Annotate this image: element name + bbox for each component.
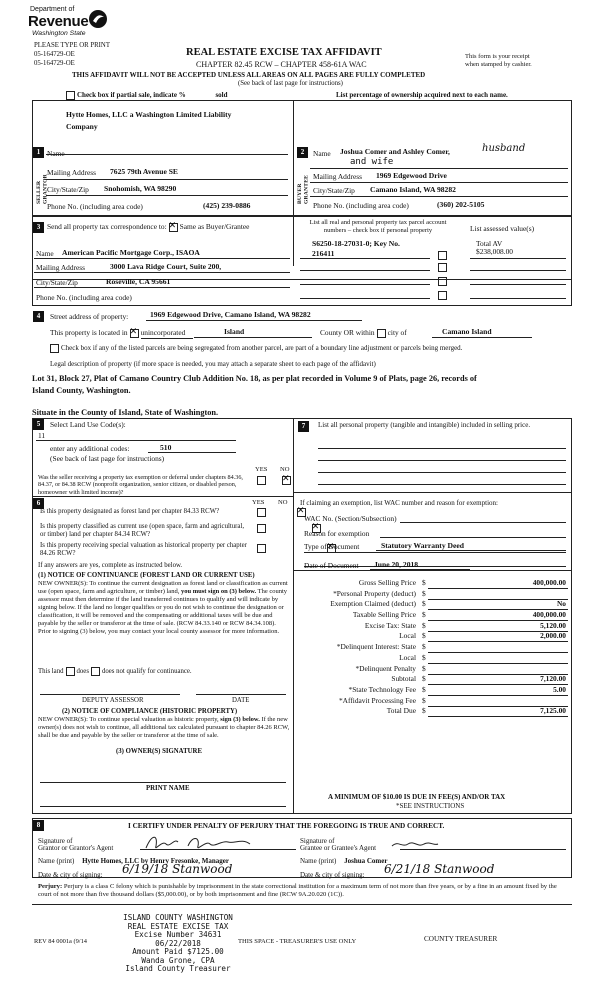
sec5-see-back: (See back of last page for instructions) bbox=[50, 454, 165, 463]
sec3-address-label: Mailing Address bbox=[36, 263, 86, 272]
swirl-logo-icon bbox=[88, 9, 108, 29]
county-area: Island bbox=[224, 327, 245, 336]
tax-row-dollar: $ bbox=[422, 652, 426, 662]
notice-continuance-title: (1) NOTICE OF CONTINUANCE (FOREST LAND OR CURRENT USE) bbox=[38, 572, 255, 579]
tax-row-label: Subtotal bbox=[391, 674, 416, 684]
partial-sale-checkbox[interactable] bbox=[66, 91, 75, 100]
tax-row bbox=[300, 665, 568, 676]
current-use-question: Is this property classified as current use (open space, farm and agricultural, or timber) land per chapter 84.34 RCW? bbox=[40, 523, 245, 539]
doc-date-label: Date of Document bbox=[304, 561, 359, 570]
tax-row-dollar: $ bbox=[422, 599, 426, 609]
grantor-date-label: Date & city of signing: bbox=[38, 871, 103, 879]
tax-row-label: *Delinquent Penalty bbox=[355, 663, 416, 673]
buyer-side-label: BUYER GRANTEE bbox=[297, 174, 310, 204]
grantee-name-row: Name (print) Joshua Comer bbox=[300, 857, 388, 865]
receipt-note: This form is your receipt when stamped by cashier. bbox=[465, 53, 532, 68]
sec3-address: 3000 Lava Ridge Court, Suite 200, bbox=[110, 262, 222, 271]
buyer-name-line2: and wife bbox=[350, 157, 394, 167]
tax-row-label: Gross Selling Price bbox=[358, 578, 416, 587]
land-use-label: Select Land Use Code(s): bbox=[50, 420, 126, 429]
legal-description-line2: Island County, Washington. bbox=[32, 386, 131, 395]
tax-row-dollar: $ bbox=[422, 631, 426, 641]
form-number-1: 05-164729-OE bbox=[34, 51, 75, 58]
sec3-name-label: Name bbox=[36, 249, 54, 258]
section-6-number: 6 bbox=[33, 498, 44, 509]
does-not-checkbox[interactable] bbox=[91, 667, 100, 676]
section-3-number: 3 bbox=[33, 222, 44, 233]
unincorporated-checkbox[interactable] bbox=[130, 329, 139, 338]
tax-row-label: *State Technology Fee bbox=[348, 684, 416, 694]
sec3-city: Roseville, CA 95661 bbox=[106, 277, 171, 286]
seller-side-label: SELLER GRANTOR bbox=[36, 174, 49, 204]
buyer-address: 1969 Edgewood Drive bbox=[376, 171, 447, 180]
section-1-number: 1 bbox=[33, 147, 44, 158]
owner-signature-label: (3) OWNER(S) SIGNATURE bbox=[116, 748, 202, 755]
buyer-name-label: Name bbox=[313, 149, 331, 158]
seller-phone-label: Phone No. (including area code) bbox=[47, 202, 143, 211]
see-instructions: *SEE INSTRUCTIONS bbox=[396, 802, 465, 810]
street-address: 1969 Edgewood Drive, Camano Island, WA 98282 bbox=[150, 310, 311, 319]
if-yes-note: If any answers are yes, complete as instructed below. bbox=[38, 562, 183, 569]
form-title: REAL ESTATE EXCISE TAX AFFIDAVIT bbox=[186, 47, 382, 58]
county-treasurer-label: COUNTY TREASURER bbox=[424, 935, 498, 943]
tax-table bbox=[300, 579, 568, 718]
situate-line: Situate in the County of Island, State of Washington. bbox=[32, 408, 219, 417]
parcel-number-line2: 216411 bbox=[312, 249, 335, 258]
section-7-number: 7 bbox=[298, 421, 309, 432]
dept-state: Washington State bbox=[32, 30, 86, 37]
seller-address-label: Mailing Address bbox=[47, 168, 97, 177]
legal-description-label: Legal description of property (if more space is needed, you may attach a separate sheet to each page of the affidavit) bbox=[50, 360, 376, 368]
tax-row bbox=[300, 643, 568, 654]
tax-row-dollar: $ bbox=[422, 642, 426, 652]
tax-row-label: Exemption Claimed (deduct) bbox=[330, 599, 416, 609]
tax-row-value: 400,000.00 bbox=[532, 610, 566, 620]
tax-row bbox=[300, 675, 568, 686]
buyer-phone: (360) 202-5105 bbox=[437, 200, 485, 209]
section-2-number: 2 bbox=[297, 147, 308, 158]
sec3-phone-label: Phone No. (including area code) bbox=[36, 293, 132, 302]
sec6-yes: YES bbox=[252, 499, 265, 506]
notice-compliance-title: (2) NOTICE OF COMPLIANCE (HISTORIC PROPERTY) bbox=[62, 708, 238, 715]
tax-row-label: Taxable Selling Price bbox=[352, 610, 416, 620]
tax-row bbox=[300, 622, 568, 633]
sec3-name: American Pacific Mortgage Corp., ISAOA bbox=[62, 248, 200, 257]
assessed-value-line2: $238,008.00 bbox=[476, 247, 513, 256]
city-name: Camano Island bbox=[442, 327, 492, 336]
tax-row-label: Local bbox=[399, 631, 416, 641]
tax-row-value: 400,000.00 bbox=[532, 578, 566, 587]
wac-label: WAC No. (Section/Subsection) bbox=[304, 514, 397, 523]
parcel-header: List all real and personal property tax parcel account numbers – check box if personal property bbox=[309, 219, 447, 234]
notice-continuance-body: NEW OWNER(S): To continue the current designation as forest land or classification as current use (open space, farm and agriculture, or timber) land, you must sign on (3) below. The county assessor must then determine if the land transferred continues to qualify and will indicate by signing below. If the land no longer qualifies or you do not wish to continue the designation or classification, it will be removed and the compensating or additional taxes will be due and payable by the seller or transferor at the time of sale. (RCW 84.33.140 or RCW 84.34.108). Prior to signing (3) below, you may contact your local county assessor for more information. bbox=[38, 580, 288, 635]
seller-phone: (425) 239-0886 bbox=[203, 201, 251, 210]
tax-row-dollar: $ bbox=[422, 674, 426, 684]
section-4-number: 4 bbox=[33, 311, 44, 322]
grantor-signature-label: Signature of Grantor or Grantor's Agent bbox=[38, 837, 114, 853]
form-revision: REV 84 0001a (9/14 bbox=[34, 938, 87, 945]
certify-statement: I CERTIFY UNDER PENALTY OF PERJURY THAT THE FOREGOING IS TRUE AND CORRECT. bbox=[128, 822, 445, 830]
grantor-date-city: 6/19/18 Stanwood bbox=[122, 862, 233, 876]
tax-row bbox=[300, 600, 568, 611]
perjury-statement: Perjury: Perjury is a class C felony which is punishable by imprisonment in the state correctional institution for a maximum term of not more than five years, or by a fine in an amount fixed by the court of not more than five thousand dollars ($5,000.00), or by both imprisonment and fine (RCW 9A.20.020 (1C)). bbox=[38, 883, 557, 898]
tax-row-dollar: $ bbox=[422, 588, 426, 598]
form-subtitle: CHAPTER 82.45 RCW – CHAPTER 458-61A WAC bbox=[196, 60, 367, 69]
deputy-assessor-label: DEPUTY ASSESSOR bbox=[82, 697, 144, 704]
exemption-question: Was the seller receiving a property tax exemption or deferral under chapters 84.36, 84.37, or 84.38 RCW (nonprofit organization, senior citizen, or disabled person, homeowner with limited income)? bbox=[38, 474, 243, 496]
tax-row-dollar: $ bbox=[422, 684, 426, 694]
historic-question: Is this property receiving special valuation as historical property per chapter 84.26 RCW? bbox=[40, 542, 247, 558]
land-use-code: 11 bbox=[38, 431, 46, 440]
see-back-note: (See back of last page for instructions) bbox=[238, 80, 343, 87]
tax-row-label: Local bbox=[399, 652, 416, 662]
grantor-name-row: Name (print) Hytte Homes, LLC by Henry Fresonke, Manager bbox=[38, 857, 229, 865]
please-type: PLEASE TYPE OR PRINT bbox=[34, 42, 110, 49]
forest-yes-checkbox[interactable] bbox=[257, 508, 266, 517]
historic-yes-checkbox[interactable] bbox=[257, 544, 266, 553]
seller-name-line2: Company bbox=[66, 122, 98, 131]
seller-city: Snohomish, WA 98290 bbox=[104, 184, 177, 193]
print-name-label: PRINT NAME bbox=[146, 785, 190, 792]
grantee-signature-label: Signature of Grantee or Grantee's Agent bbox=[300, 837, 377, 853]
tax-row-value: 2,000.00 bbox=[540, 631, 566, 641]
tax-row-dollar: $ bbox=[422, 663, 426, 673]
segregated-checkbox[interactable] bbox=[50, 344, 59, 353]
tax-row-label: *Delinquent Interest: State bbox=[336, 642, 416, 652]
tax-row-dollar: $ bbox=[422, 620, 426, 630]
buyer-phone-label: Phone No. (including area code) bbox=[313, 201, 409, 210]
tax-row-value: 5.00 bbox=[553, 684, 566, 694]
tax-row-value: 7,120.00 bbox=[540, 674, 566, 684]
doc-type-label: Type of Document bbox=[304, 542, 360, 551]
street-label: Street address of property: bbox=[50, 312, 129, 321]
tax-row-label: *Affidavit Processing Fee bbox=[338, 695, 416, 705]
forest-land-question: Is this property designated as forest land per chapter 84.33 RCW? bbox=[40, 508, 220, 515]
send-correspondence: Send all property tax correspondence to:✕ Same as Buyer/Grantee bbox=[47, 223, 249, 232]
assessed-value-line1: Total AV bbox=[476, 239, 503, 248]
current-use-yes-checkbox[interactable] bbox=[257, 524, 266, 533]
additional-codes-label: enter any additional codes: bbox=[50, 444, 130, 453]
tax-row bbox=[300, 686, 568, 697]
segregated-row: Check box if any of the listed parcels are being segregated from another parcel, are part of a boundary line adjustment or parcels being merged. bbox=[48, 344, 462, 353]
grantee-signature-icon bbox=[390, 838, 440, 853]
exemption-no-checkbox[interactable] bbox=[282, 476, 291, 485]
ownership-note: List percentage of ownership acquired next to each name. bbox=[336, 91, 508, 99]
section-5-number: 5 bbox=[33, 419, 44, 430]
sec5-yes: YES bbox=[255, 466, 268, 473]
treasurer-space-note: THIS SPACE - TREASURER'S USE ONLY bbox=[238, 938, 357, 945]
buyer-address-label: Mailing Address bbox=[313, 172, 363, 181]
doc-date: June 20, 2018 bbox=[374, 560, 419, 569]
seller-address: 7625 79th Avenue SE bbox=[110, 167, 179, 176]
tax-row bbox=[300, 611, 568, 622]
tax-row-dollar: $ bbox=[422, 610, 426, 620]
minimum-fee-note: A MINIMUM OF $10.00 IS DUE IN FEE(S) AND/OR TAX bbox=[328, 793, 506, 801]
exemption-yes-checkbox[interactable] bbox=[257, 476, 266, 485]
sec6-no: NO bbox=[278, 499, 288, 506]
located-row: This property is located in✕ unincorporated bbox=[50, 329, 193, 339]
personal-property-label: List all personal property (tangible and intangible) included in selling price. bbox=[318, 421, 531, 429]
form-number-2: 05-164729-OE bbox=[34, 60, 75, 67]
grantee-date-label: Date & city of signing: bbox=[300, 871, 365, 879]
exemption-claim-label: If claiming an exemption, list WAC number and reason for exemption: bbox=[300, 499, 498, 507]
tax-row-value: 5,120.00 bbox=[540, 620, 566, 630]
buyer-name-handwritten: husband bbox=[482, 143, 526, 154]
date-label: DATE bbox=[232, 697, 250, 704]
tax-row-label: Excise Tax: State bbox=[364, 620, 416, 630]
tax-row-dollar: $ bbox=[422, 578, 426, 587]
sec5-no: NO bbox=[280, 466, 290, 473]
reason-label: Reason for exemption bbox=[304, 529, 370, 538]
treasurer-stamp: ISLAND COUNTY WASHINGTON REAL ESTATE EXCISE TAX Excise Number 34631 06/22/2018 Amount Paid $7125.00 Wanda Grone, CPA Island County Treasurer bbox=[123, 913, 233, 973]
tax-row-dollar: $ bbox=[422, 695, 426, 705]
buyer-name-line1: Joshua Comer and Ashley Comer, bbox=[340, 147, 450, 156]
tax-row-label: *Personal Property (deduct) bbox=[333, 588, 416, 598]
seller-name-label: Name bbox=[47, 149, 65, 158]
doc-type: Statutory Warranty Deed bbox=[381, 541, 464, 550]
tax-row-dollar: $ bbox=[422, 706, 426, 716]
tax-row-value: 7,125.00 bbox=[540, 706, 566, 716]
partial-sale-row: Check box if partial sale, indicate % sold bbox=[64, 91, 228, 100]
buyer-city-label: City/State/Zip bbox=[313, 186, 355, 195]
dept-name: Revenue bbox=[28, 13, 89, 30]
grantor-signature-icon bbox=[144, 832, 254, 857]
grantee-date-city: 6/21/18 Stanwood bbox=[384, 862, 495, 876]
tax-row-value: No bbox=[556, 599, 566, 609]
dor-logo bbox=[8, 6, 118, 42]
county-or-city: County OR within city of bbox=[320, 328, 407, 338]
tax-row-label: Total Due bbox=[386, 706, 416, 716]
tax-row bbox=[300, 697, 568, 708]
legal-description-line1: Lot 31, Block 27, Plat of Camano Country Club Addition No. 18, as per plat recorded in Volume 9 of Plats, page 26, records of bbox=[32, 374, 477, 383]
sec3-city-label: City/State/Zip bbox=[36, 278, 78, 287]
assessed-header: List assessed value(s) bbox=[470, 224, 535, 233]
seller-city-label: City/State/Zip bbox=[47, 185, 89, 194]
does-checkbox[interactable] bbox=[66, 667, 75, 676]
tax-row bbox=[300, 707, 568, 718]
warning-text: THIS AFFIDAVIT WILL NOT BE ACCEPTED UNLESS ALL AREAS ON ALL PAGES ARE FULLY COMPLETED bbox=[72, 71, 426, 79]
buyer-city: Camano Island, WA 98282 bbox=[370, 185, 456, 194]
parcel-number-line1: S6250-18-27031-0; Key No. bbox=[312, 239, 400, 248]
notice-compliance-body: NEW OWNER(S): To continue special valuation as historic property, sign (3) below. If the new owner(s) does not wish to continue, all additional tax calculated pursuant to chapter 84.26 RCW, shall be due and payable by the seller or transferor at the time of sale. bbox=[38, 716, 290, 739]
section-8-number: 8 bbox=[33, 820, 44, 831]
city-checkbox[interactable] bbox=[377, 329, 386, 338]
dept-of: Department of bbox=[30, 6, 75, 13]
continuance-row: This land does does not qualify for continuance. bbox=[38, 668, 192, 676]
seller-name-line1: Hytte Homes, LLC a Washington Limited Liability bbox=[66, 110, 232, 119]
tax-row bbox=[300, 654, 568, 665]
additional-codes: 510 bbox=[160, 443, 172, 452]
